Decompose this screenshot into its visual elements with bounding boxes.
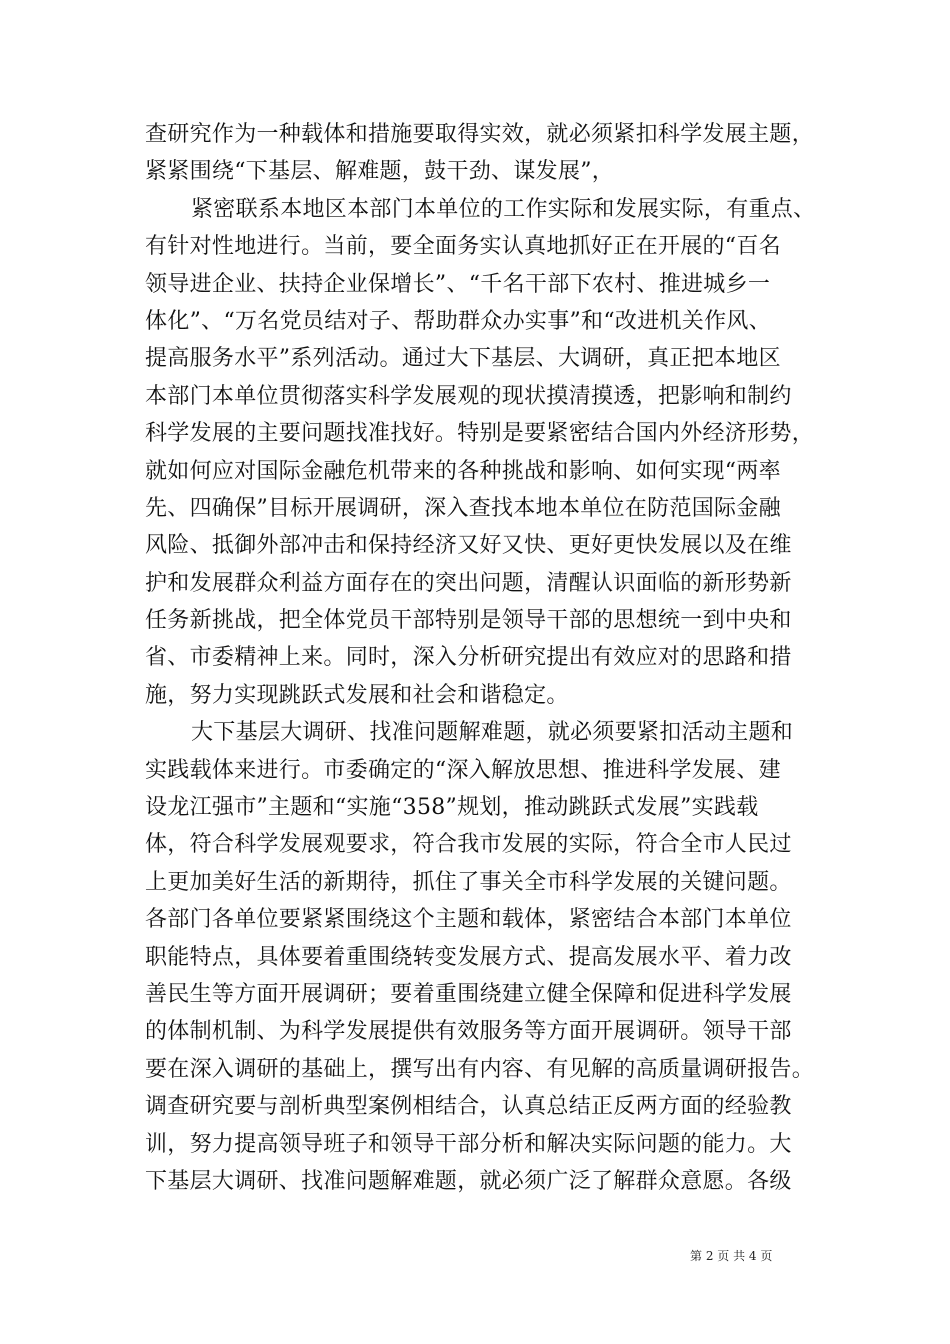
text-line: 各部门各单位要紧紧围绕这个主题和载体，紧密结合本部门本单位 [145,907,792,933]
text-line: 下基层大调研、找准问题解难题，就必须广泛了解群众意愿。各级 [145,1168,792,1194]
paragraph [145,714,815,1200]
text-line: 实践载体来进行。市委确定的“深入解放思想、推进科学发展、建 [145,757,781,783]
text-line: 体，符合科学发展观要求，符合我市发展的实际，符合全市人民过 [145,832,792,858]
text-line: 护和发展群众利益方面存在的突出问题，清醒认识面临的新形势新 [145,570,792,596]
text-line: 有针对性地进行。当前，要全面务实认真地抓好正在开展的“百名 [145,234,781,260]
text-line: 查研究作为一种载体和措施要取得实效，就必须紧扣科学发展主题， [145,122,815,147]
text-line: 职能特点，具体要着重围绕转变发展方式、提高发展水平、着力改 [145,944,792,970]
text-line: 调查研究要与剖析典型案例相结合，认真总结正反两方面的经验教 [145,1094,792,1120]
text-line: 科学发展的主要问题找准找好。特别是要紧密结合国内外经济形势， [145,421,815,447]
text-line: 风险、抵御外部冲击和保持经济又好又快、更好更快发展以及在维 [145,533,792,559]
text-line: 体化”、“万名党员结对子、帮助群众办实事”和“改进机关作风、 [145,308,771,334]
text-line: 上更加美好生活的新期待，抓住了事关全市科学发展的关键问题。 [145,869,792,895]
text-line: 训，努力提高领导班子和领导干部分析和解决实际问题的能力。大 [145,1131,792,1157]
text-line: 大下基层大调研、找准问题解难题，就必须要紧扣活动主题和 [191,720,794,746]
paragraph [145,191,815,714]
text-line: 就如何应对国际金融危机带来的各种挑战和影响、如何实现“两率 [145,458,781,484]
text-line: 设龙江强市”主题和“实施“358”规划，推动跳跃式发展”实践载 [145,795,759,821]
text-line: 紧紧围绕“下基层、解难题，鼓干劲、谋发展”， [145,159,615,185]
text-line: 任务新挑战，把全体党员干部特别是领导干部的思想统一到中央和 [145,608,792,634]
text-line: 省、市委精神上来。同时，深入分析研究提出有效应对的思路和措 [145,645,792,671]
paragraph [145,116,815,191]
text-line: 先、四确保”目标开展调研，深入查找本地本单位在防范国际金融 [145,495,781,521]
text-line: 本部门本单位贯彻落实科学发展观的现状摸清摸透，把影响和制约 [145,383,792,409]
text-line: 要在深入调研的基础上，撰写出有内容、有见解的高质量调研报告。 [145,1056,815,1082]
text-line: 领导进企业、扶持企业保增长”、“千名干部下农村、推进城乡一 [145,271,771,297]
text-line: 施，努力实现跳跃式发展和社会和谐稳定。 [145,682,569,708]
text-line: 紧密联系本地区本部门本单位的工作实际和发展实际，有重点、 [191,196,816,222]
page-number-footer: 第 2 页 共 4 页 [690,1249,773,1263]
document-body [145,116,815,1200]
text-line: 善民生等方面开展调研；要着重围绕建立健全保障和促进科学发展 [145,981,792,1007]
text-line: 的体制机制、为科学发展提供有效服务等方面开展调研。领导干部 [145,1019,792,1045]
text-line: 提高服务水平”系列活动。通过大下基层、大调研，真正把本地区 [145,346,781,372]
